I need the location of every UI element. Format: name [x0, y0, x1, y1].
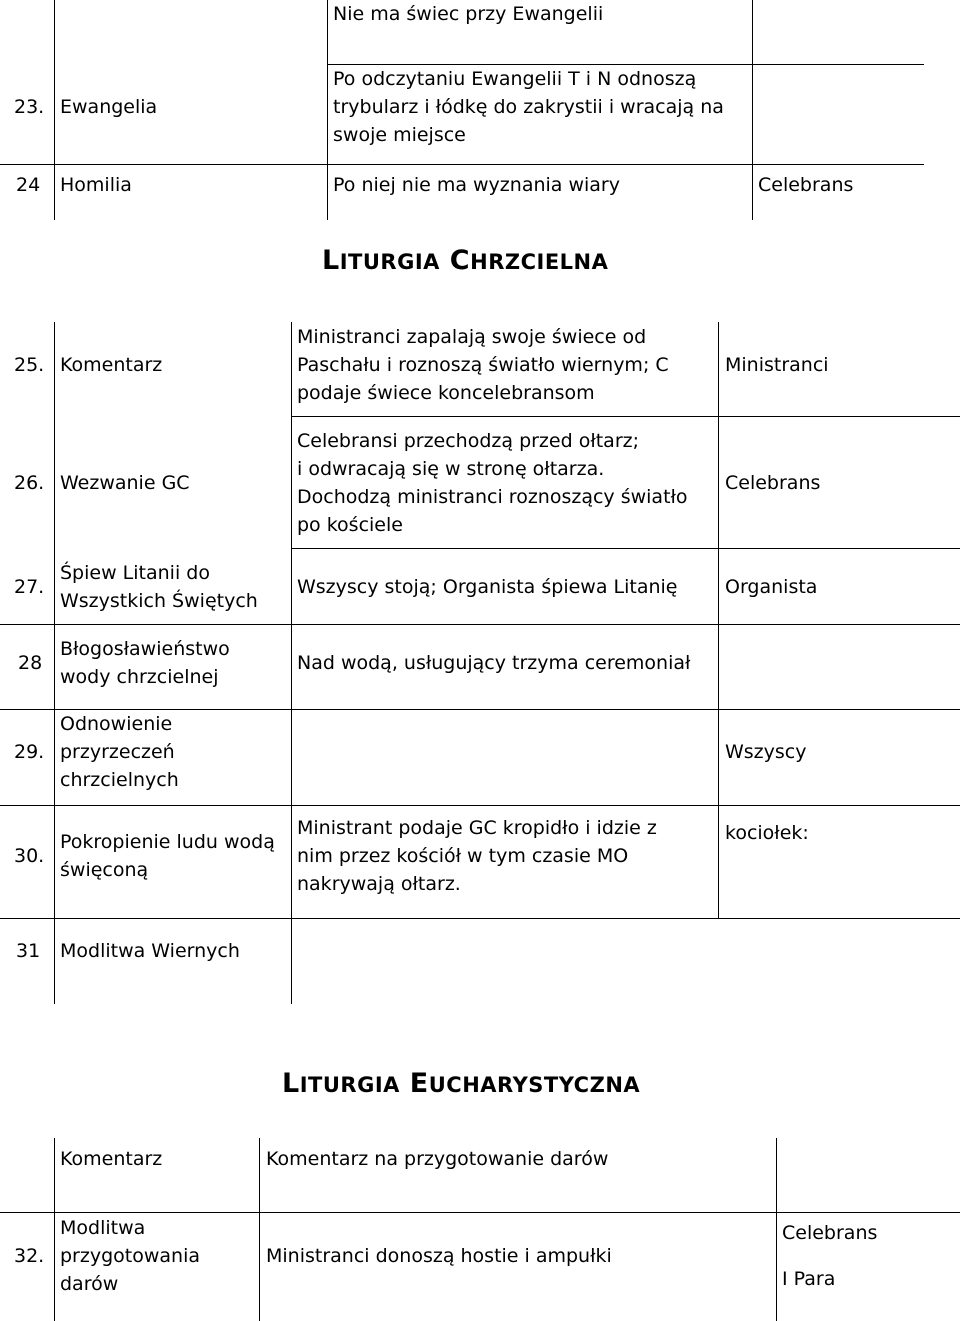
- r24-who: Celebrans: [758, 174, 854, 196]
- r31-name: Modlitwa Wiernych: [60, 940, 240, 962]
- heading1-cap1: L: [322, 245, 340, 276]
- rule-komentarz-bottom: [0, 1212, 960, 1213]
- r32-who-line2: I Para: [782, 1268, 836, 1290]
- r24-desc: Po niej nie ma wyznania wiary: [333, 174, 620, 196]
- r25-desc-line1: Ministranci zapalają swoje świece od: [297, 326, 647, 348]
- r22-desc: Nie ma świec przy Ewangelii: [333, 3, 604, 25]
- r25-name: Komentarz: [60, 354, 163, 376]
- rule-r29-bottom: [0, 805, 960, 806]
- r30-name-line2: święconą: [60, 859, 149, 881]
- r25-num: 25.: [14, 354, 45, 376]
- r23-desc-line1: Po odczytaniu Ewangelii T i N odnoszą: [333, 68, 697, 90]
- r26-desc-line2: i odwracają się w stronę ołtarza.: [297, 458, 605, 480]
- r25-who: Ministranci: [725, 354, 829, 376]
- r30-who: kociołek:: [725, 822, 809, 844]
- rule-r23-bottom: [0, 164, 924, 165]
- rule-r26-bottom: [291, 548, 960, 549]
- r26-desc-line3: Dochodzą ministranci roznoszący światło: [297, 486, 688, 508]
- r26-desc-line1: Celebransi przechodzą przed ołtarz;: [297, 430, 639, 452]
- r32-desc: Ministranci donoszą hostie i ampułki: [266, 1245, 612, 1267]
- col-sep-3-s3: [776, 1138, 777, 1321]
- col-sep-1-s3: [54, 1138, 55, 1321]
- r26-num: 26.: [14, 472, 45, 494]
- r24-name: Homilia: [60, 174, 132, 196]
- r29-num: 29.: [14, 741, 45, 763]
- r30-num: 30.: [14, 845, 45, 867]
- r27-name-line1: Śpiew Litanii do: [60, 562, 210, 584]
- r30-name-line1: Pokropienie ludu wodą: [60, 831, 275, 853]
- r25-desc-line2: Paschału i roznoszą światło wiernym; C: [297, 354, 669, 376]
- r32-name-line3: darów: [60, 1273, 119, 1295]
- r32-name-line2: przygotowania: [60, 1245, 200, 1267]
- rule-r27-bottom: [0, 624, 960, 625]
- heading-liturgia-chrzcielna: [322, 245, 608, 278]
- r29-name-line1: Odnowienie: [60, 713, 173, 735]
- heading1-rest1: ITURGIA: [339, 250, 440, 274]
- heading2-cap1: L: [282, 1068, 300, 1099]
- r-kom-name: Komentarz: [60, 1148, 163, 1170]
- r25-desc-line3: podaje świece koncelebransom: [297, 382, 595, 404]
- r29-name-line3: chrzcielnych: [60, 769, 179, 791]
- r26-who: Celebrans: [725, 472, 821, 494]
- r29-name-line2: przyrzeczeń: [60, 741, 175, 763]
- r30-desc-line1: Ministrant podaje GC kropidło i idzie z: [297, 817, 657, 839]
- r26-desc-line4: po kościele: [297, 514, 403, 536]
- r27-num: 27.: [14, 576, 45, 598]
- r26-name: Wezwanie GC: [60, 472, 190, 494]
- heading1-rest2: HRZCIELNA: [470, 250, 609, 274]
- r30-desc-line2: nim przez kościół w tym czasie MO: [297, 845, 629, 867]
- col-sep-2-s2: [291, 322, 292, 1004]
- r28-name-line1: Błogosławieństwo: [60, 638, 230, 660]
- r28-num: 28: [18, 652, 43, 674]
- heading2-rest2: UCHARYSTYCZNA: [428, 1073, 641, 1097]
- r23-num: 23.: [14, 96, 45, 118]
- r29-who: Wszyscy: [725, 741, 807, 763]
- r24-num: 24: [16, 174, 41, 196]
- col-sep-1-s2: [54, 322, 55, 1004]
- r30-desc-line3: nakrywają ołtarz.: [297, 873, 461, 895]
- r23-desc-line2: trybularz i łódkę do zakrystii i wracają na: [333, 96, 724, 118]
- r28-desc: Nad wodą, usługujący trzyma ceremoniał: [297, 652, 691, 674]
- r31-num: 31: [16, 940, 41, 962]
- heading2-rest1: ITURGIA: [299, 1073, 400, 1097]
- rule-r25-bottom: [291, 416, 960, 417]
- col-sep-3-s1: [752, 0, 753, 220]
- heading1-cap2: C: [449, 245, 471, 276]
- r23-desc-line3: swoje miejsce: [333, 124, 466, 146]
- col-sep-1-s1: [54, 0, 55, 220]
- r27-desc: Wszyscy stoją; Organista śpiewa Litanię: [297, 576, 678, 598]
- r27-name-line2: Wszystkich Świętych: [60, 590, 258, 612]
- col-sep-2-s3: [259, 1138, 260, 1321]
- r23-name: Ewangelia: [60, 96, 158, 118]
- r27-who: Organista: [725, 576, 818, 598]
- heading-liturgia-eucharystyczna: [282, 1068, 640, 1101]
- heading2-cap2: E: [409, 1068, 429, 1099]
- r32-num: 32.: [14, 1245, 45, 1267]
- r28-name-line2: wody chrzcielnej: [60, 666, 219, 688]
- r32-name-line1: Modlitwa: [60, 1217, 146, 1239]
- col-sep-2-s1: [327, 0, 328, 220]
- col-sep-3-s2: [718, 322, 719, 918]
- r-kom-desc: Komentarz na przygotowanie darów: [266, 1148, 609, 1170]
- rule-r30-bottom: [0, 918, 960, 919]
- r32-who-line1: Celebrans: [782, 1222, 878, 1244]
